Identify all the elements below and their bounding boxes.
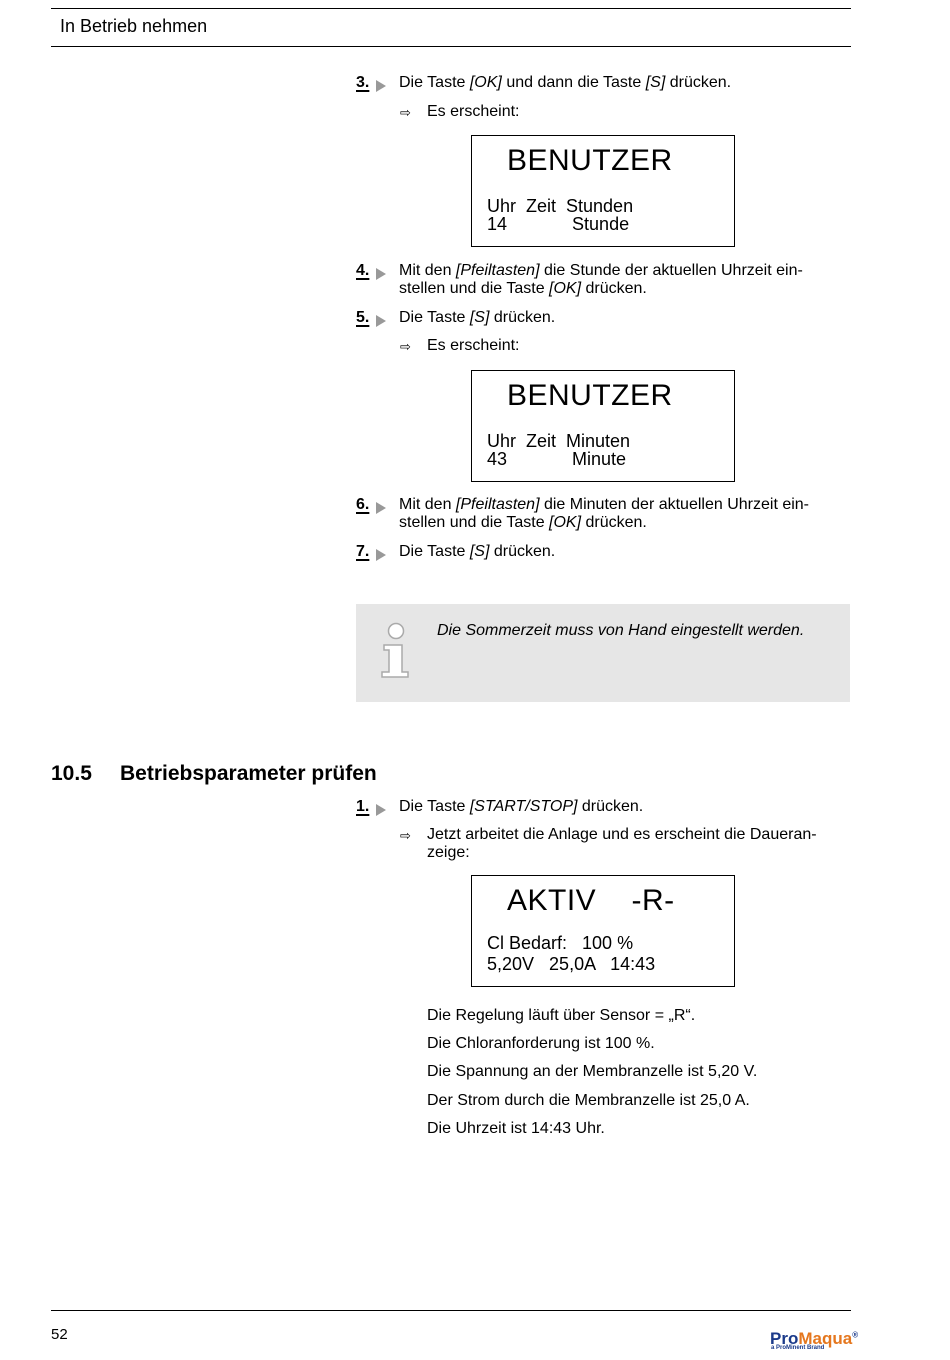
display-line-2: 14 Stunde	[487, 214, 630, 234]
info-note	[356, 604, 850, 702]
display-title: BENUTZER	[507, 144, 673, 177]
step-arrow-icon	[376, 804, 386, 816]
header-bottom-rule	[51, 46, 851, 47]
lcd-display-aktiv	[471, 875, 735, 987]
step-number: 1.	[356, 798, 370, 815]
step-text: Die Taste [S] drücken.	[399, 543, 556, 560]
step-text: Mit den [Pfeiltasten] die Stunde der aktuellen Uhrzeit ein- stellen und die Taste [OK] drücken.	[399, 262, 803, 297]
display-title: AKTIV -R-	[507, 884, 675, 917]
header-top-rule	[51, 8, 851, 9]
note-text: Die Sommerzeit muss von Hand eingestellt werden.	[437, 622, 805, 639]
footer-rule	[51, 1310, 851, 1311]
result-arrow-icon: ⇨	[400, 105, 411, 120]
step-number: 7.	[356, 543, 370, 560]
display-line-1: Uhr Zeit Stunden	[487, 196, 634, 216]
result-arrow-icon: ⇨	[400, 828, 411, 843]
logo-registered-mark: ®	[852, 1330, 859, 1340]
display-line-2: 43 Minute	[487, 449, 627, 469]
step-arrow-icon	[376, 315, 386, 327]
step-text: Mit den [Pfeiltasten] die Minuten der aktuellen Uhrzeit ein- stellen und die Taste [OK] drücken.	[399, 496, 810, 531]
result-text: Jetzt arbeitet die Anlage und es erscheint die Daueran- zeige:	[427, 826, 817, 861]
logo-text-pro: Pro	[770, 1329, 799, 1348]
logo-subtitle: a ProMinent Brand	[771, 1345, 825, 1351]
step-number: 3.	[356, 74, 370, 91]
lcd-display-benutzer-stunde	[471, 135, 735, 247]
explanation-line: Der Strom durch die Membranzelle ist 25,0 A.	[427, 1092, 750, 1109]
step-text: Die Taste [S] drücken.	[399, 309, 556, 326]
display-line-1: Uhr Zeit Minuten	[487, 431, 631, 451]
display-line-1: Cl Bedarf: 100 %	[487, 933, 634, 953]
display-line-2: 5,20V 25,0A 14:43	[487, 954, 656, 974]
step-number: 5.	[356, 309, 370, 326]
result-text: Es erscheint:	[427, 103, 520, 120]
step-number: 4.	[356, 262, 370, 279]
explanation-line: Die Regelung läuft über Sensor = „R“.	[427, 1007, 696, 1024]
result-arrow-icon: ⇨	[400, 339, 411, 354]
step-arrow-icon	[376, 268, 386, 280]
explanation-line: Die Chloranforderung ist 100 %.	[427, 1035, 655, 1052]
step-arrow-icon	[376, 502, 386, 514]
lcd-display-benutzer-minute	[471, 370, 735, 482]
step-text: Die Taste [OK] und dann die Taste [S] drücken.	[399, 74, 732, 91]
info-icon	[378, 622, 414, 680]
explanation-line: Die Uhrzeit ist 14:43 Uhr.	[427, 1120, 605, 1137]
logo-text-maqua: Maqua	[798, 1329, 853, 1348]
step-text: Die Taste [START/STOP] drücken.	[399, 798, 644, 815]
page-number: 52	[51, 1326, 68, 1343]
section-title: Betriebsparameter prüfen	[120, 762, 377, 785]
result-text: Es erscheint:	[427, 337, 520, 354]
step-arrow-icon	[376, 549, 386, 561]
step-number: 6.	[356, 496, 370, 513]
explanation-line: Die Spannung an der Membranzelle ist 5,20 V.	[427, 1063, 758, 1080]
section-number: 10.5	[51, 762, 92, 785]
display-title: BENUTZER	[507, 379, 673, 412]
step-arrow-icon	[376, 80, 386, 92]
page-header-title: In Betrieb nehmen	[60, 16, 208, 36]
